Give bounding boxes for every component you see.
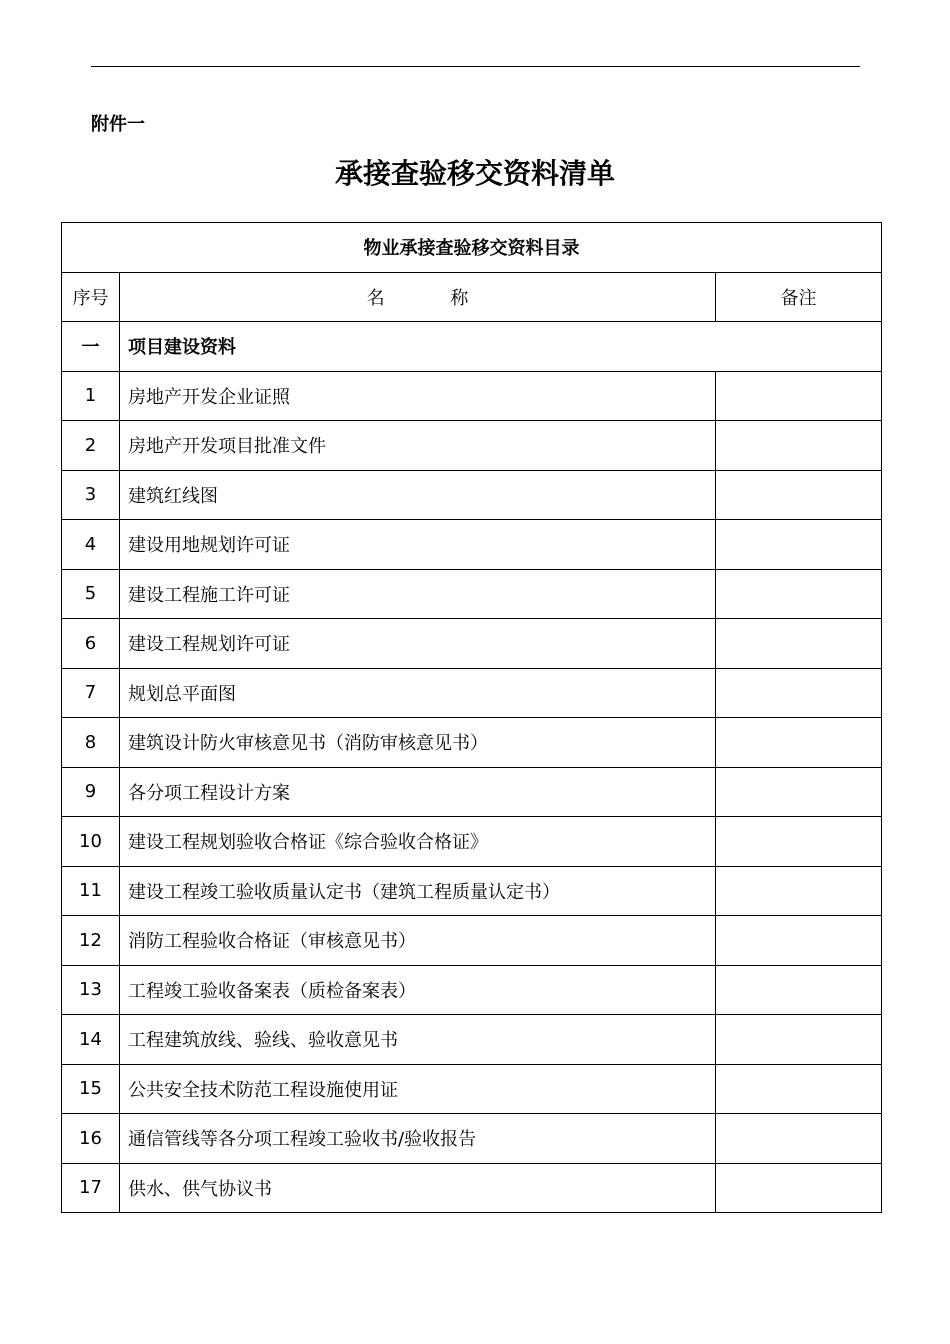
row-number: 1 bbox=[62, 371, 120, 421]
row-note bbox=[716, 817, 882, 867]
section-name: 项目建设资料 bbox=[120, 322, 882, 372]
row-number: 5 bbox=[62, 569, 120, 619]
row-note bbox=[716, 371, 882, 421]
row-note bbox=[716, 668, 882, 718]
table-row bbox=[62, 1114, 882, 1164]
section-row bbox=[62, 322, 882, 372]
row-note bbox=[716, 520, 882, 570]
row-document-name: 工程竣工验收备案表（质检备案表） bbox=[120, 965, 716, 1015]
row-note bbox=[716, 866, 882, 916]
row-note bbox=[716, 1064, 882, 1114]
handover-inventory-table bbox=[61, 222, 882, 1213]
row-number: 3 bbox=[62, 470, 120, 520]
table-row bbox=[62, 569, 882, 619]
table-row bbox=[62, 1163, 882, 1213]
table-row bbox=[62, 619, 882, 669]
header-no: 序号 bbox=[62, 272, 120, 322]
table-caption-row bbox=[62, 223, 882, 273]
table-row bbox=[62, 1064, 882, 1114]
row-note bbox=[716, 1114, 882, 1164]
row-document-name: 房地产开发项目批准文件 bbox=[120, 421, 716, 471]
header-name: 名 称 bbox=[120, 272, 716, 322]
table-row bbox=[62, 421, 882, 471]
row-number: 7 bbox=[62, 668, 120, 718]
table-row bbox=[62, 1015, 882, 1065]
row-number: 4 bbox=[62, 520, 120, 570]
row-document-name: 建筑红线图 bbox=[120, 470, 716, 520]
header-rule bbox=[91, 66, 860, 67]
row-number: 9 bbox=[62, 767, 120, 817]
row-number: 12 bbox=[62, 916, 120, 966]
row-number: 15 bbox=[62, 1064, 120, 1114]
row-document-name: 建设工程规划许可证 bbox=[120, 619, 716, 669]
table-row bbox=[62, 817, 882, 867]
row-number: 17 bbox=[62, 1163, 120, 1213]
row-note bbox=[716, 569, 882, 619]
row-document-name: 建设工程施工许可证 bbox=[120, 569, 716, 619]
row-document-name: 建设用地规划许可证 bbox=[120, 520, 716, 570]
row-document-name: 供水、供气协议书 bbox=[120, 1163, 716, 1213]
row-document-name: 消防工程验收合格证（审核意见书） bbox=[120, 916, 716, 966]
row-number: 11 bbox=[62, 866, 120, 916]
row-note bbox=[716, 965, 882, 1015]
row-document-name: 规划总平面图 bbox=[120, 668, 716, 718]
table-row bbox=[62, 965, 882, 1015]
table-header-row bbox=[62, 272, 882, 322]
row-number: 2 bbox=[62, 421, 120, 471]
row-note bbox=[716, 718, 882, 768]
table-caption: 物业承接查验移交资料目录 bbox=[62, 223, 882, 273]
section-no: 一 bbox=[62, 322, 120, 372]
row-note bbox=[716, 421, 882, 471]
table-row bbox=[62, 718, 882, 768]
table-row bbox=[62, 866, 882, 916]
row-note bbox=[716, 619, 882, 669]
row-number: 13 bbox=[62, 965, 120, 1015]
row-note bbox=[716, 1163, 882, 1213]
table-row bbox=[62, 668, 882, 718]
row-note bbox=[716, 767, 882, 817]
table-row bbox=[62, 470, 882, 520]
row-document-name: 各分项工程设计方案 bbox=[120, 767, 716, 817]
row-number: 14 bbox=[62, 1015, 120, 1065]
row-document-name: 建设工程规划验收合格证《综合验收合格证》 bbox=[120, 817, 716, 867]
row-note bbox=[716, 916, 882, 966]
header-note: 备注 bbox=[716, 272, 882, 322]
row-number: 10 bbox=[62, 817, 120, 867]
row-document-name: 公共安全技术防范工程设施使用证 bbox=[120, 1064, 716, 1114]
row-number: 8 bbox=[62, 718, 120, 768]
row-document-name: 建筑设计防火审核意见书（消防审核意见书） bbox=[120, 718, 716, 768]
document-title: 承接查验移交资料清单 bbox=[334, 157, 615, 190]
table-row bbox=[62, 916, 882, 966]
row-document-name: 建设工程竣工验收质量认定书（建筑工程质量认定书） bbox=[120, 866, 716, 916]
row-document-name: 通信管线等各分项工程竣工验收书/验收报告 bbox=[120, 1114, 716, 1164]
row-number: 16 bbox=[62, 1114, 120, 1164]
row-document-name: 房地产开发企业证照 bbox=[120, 371, 716, 421]
attachment-label: 附件一 bbox=[91, 114, 145, 135]
table-row bbox=[62, 371, 882, 421]
row-note bbox=[716, 470, 882, 520]
table-row bbox=[62, 767, 882, 817]
row-number: 6 bbox=[62, 619, 120, 669]
row-note bbox=[716, 1015, 882, 1065]
table-row bbox=[62, 520, 882, 570]
row-document-name: 工程建筑放线、验线、验收意见书 bbox=[120, 1015, 716, 1065]
